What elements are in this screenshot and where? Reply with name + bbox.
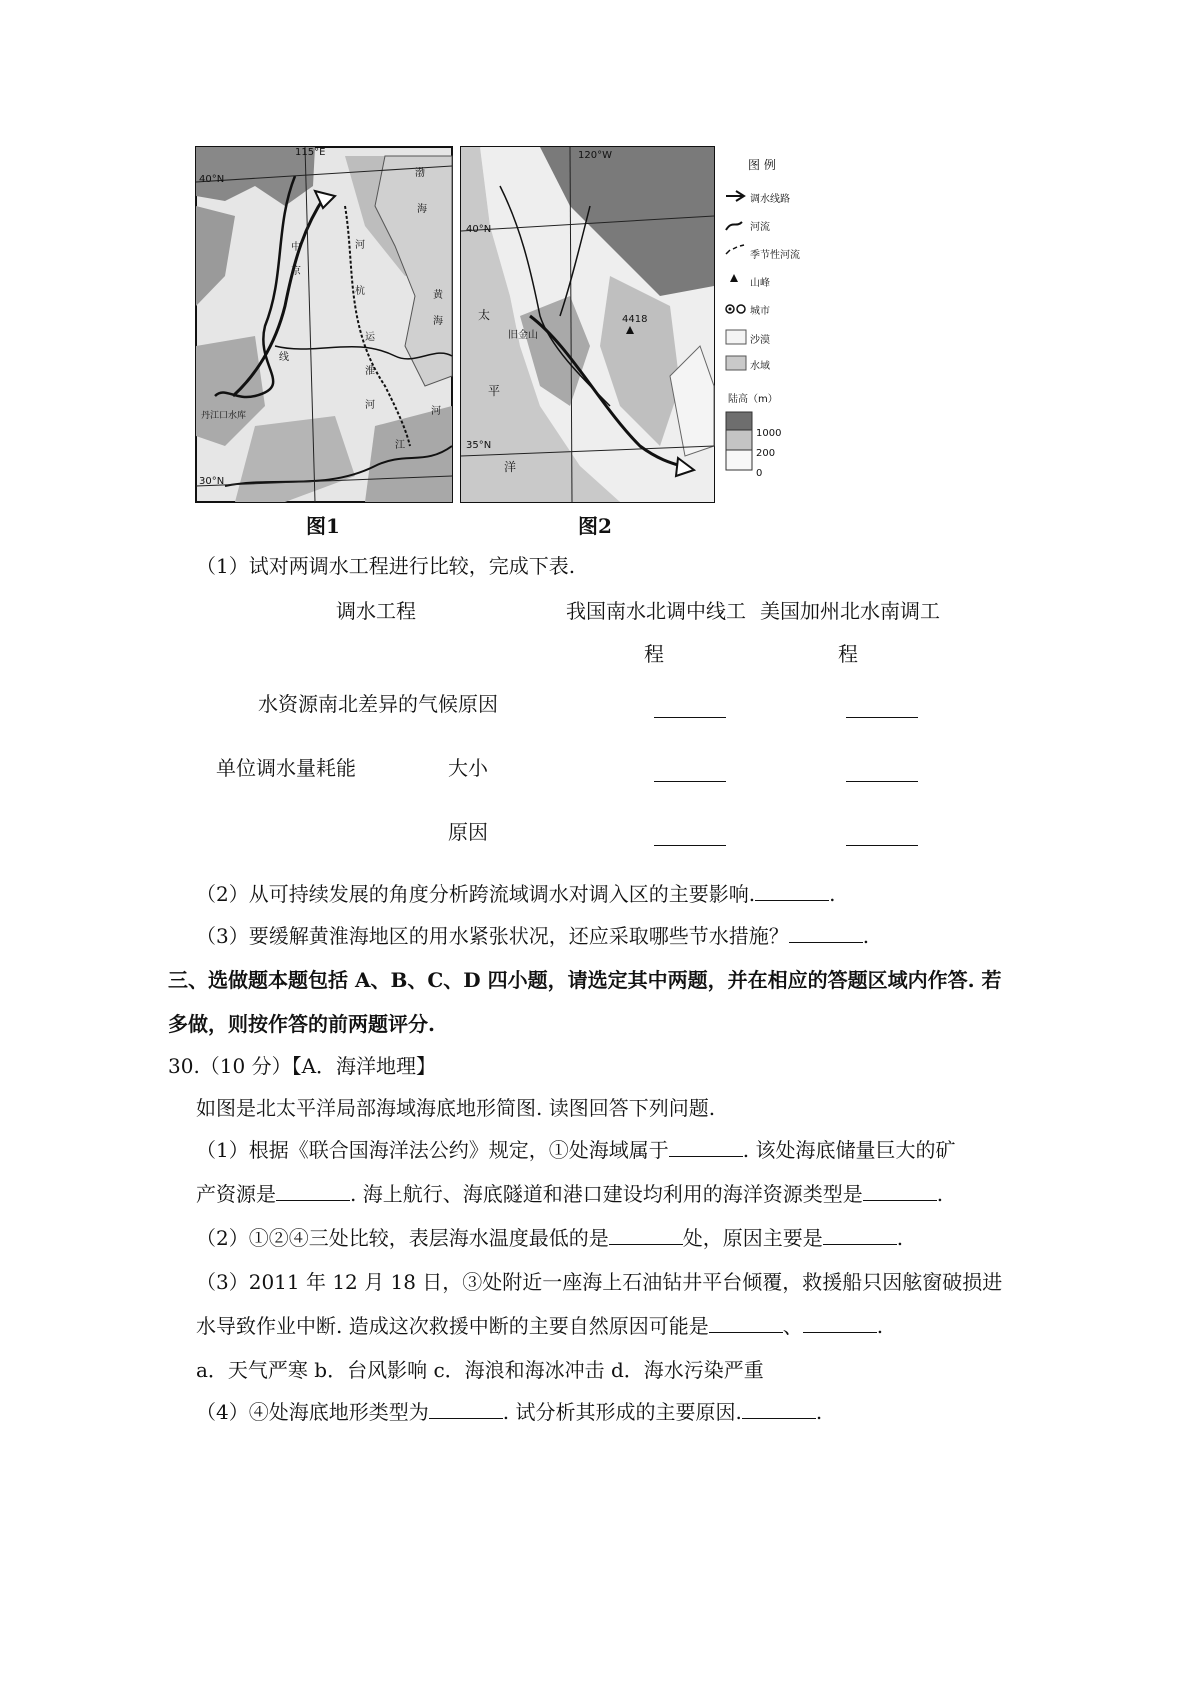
fig1-lon-label: 115°E: [295, 147, 326, 158]
legend-item: 调水线路: [750, 194, 790, 205]
table-row-energy-label: 单位调水量耗能: [216, 756, 356, 780]
fig1-lat-top-label: 40°N: [199, 174, 225, 185]
period: .: [936, 1182, 944, 1206]
answer-blank[interactable]: [803, 1312, 877, 1333]
fig2-peak-label: 4418: [622, 314, 648, 325]
legend-item: 山峰: [750, 278, 770, 289]
figure-2-caption: 图2: [578, 514, 612, 538]
answer-blank[interactable]: [846, 844, 918, 846]
q30-p1-text: 产资源是: [196, 1182, 276, 1206]
answer-blank[interactable]: [654, 844, 726, 846]
question-30-part1-line1: [196, 1136, 955, 1164]
fig1-label: 渤: [415, 168, 425, 179]
question-3-text: （3）要缓解黄淮海地区的用水紧张状况，还应采取哪些节水措施？: [196, 924, 789, 948]
answer-blank[interactable]: [823, 1224, 897, 1245]
fig1-label: 河: [431, 406, 441, 417]
fig2-lon-label: 120°W: [578, 150, 612, 161]
table-sub-size-label: 大小: [448, 756, 488, 780]
question-30-part3-line2: [196, 1312, 883, 1340]
separator: 、: [782, 1314, 803, 1338]
answer-blank[interactable]: [846, 780, 918, 782]
table-header-usa-line1: 美国加州北水南调工: [760, 599, 940, 623]
question-3: [196, 922, 869, 950]
period: .: [896, 1226, 904, 1250]
period: .: [829, 882, 836, 906]
fig1-label: 杭: [355, 286, 365, 297]
answer-blank[interactable]: [669, 1136, 743, 1157]
legend-elev-title: 陆高（m）: [728, 394, 778, 405]
fig1-label: 海: [433, 316, 443, 327]
fig1-label: 淮: [365, 366, 375, 377]
period: .: [815, 1400, 823, 1424]
figure-2-svg: [460, 146, 715, 503]
table-header-usa-line2: 程: [838, 642, 858, 666]
answer-blank[interactable]: [846, 716, 918, 718]
question-30-intro: 如图是北太平洋局部海域海底地形简图. 读图回答下列问题.: [196, 1096, 716, 1120]
legend-item: 沙漠: [750, 335, 770, 346]
answer-blank[interactable]: [709, 1312, 783, 1333]
answer-blank[interactable]: [609, 1224, 683, 1245]
question-30-part4: [196, 1398, 822, 1426]
fig2-ocean-label: 平: [488, 384, 501, 398]
table-header-china-line1: 我国南水北调中线工: [566, 599, 746, 623]
question-30-part1-line2: [196, 1180, 943, 1208]
table-header-china-line2: 程: [644, 642, 664, 666]
figure-1-caption: 图1: [306, 514, 340, 538]
map-legend: [722, 150, 832, 490]
fig1-label: 黄: [433, 290, 443, 301]
fig1-label: 江: [395, 440, 405, 451]
legend-elev-value: 200: [756, 448, 776, 459]
fig1-label: 丹江口水库: [201, 411, 247, 421]
fig2-lat-top-label: 40°N: [466, 224, 492, 235]
figure-1-svg: [195, 146, 453, 503]
q30-p2-text: （2）①②④三处比较，表层海水温度最低的是: [196, 1226, 609, 1250]
answer-blank[interactable]: [276, 1180, 350, 1201]
figure-2-map: [460, 146, 715, 503]
answer-blank[interactable]: [863, 1180, 937, 1201]
question-1-text: （1）试对两调水工程进行比较，完成下表.: [196, 554, 576, 578]
fig1-label: 河: [365, 400, 375, 411]
legend-item: 水域: [750, 361, 770, 372]
fig2-lat-bottom-label: 35°N: [466, 440, 492, 451]
fig2-city-label: 旧金山: [508, 330, 538, 341]
q30-p1-text: . 该处海底储量巨大的矿: [742, 1138, 956, 1162]
q30-p4-text: （4）④处海底地形类型为: [196, 1400, 429, 1424]
answer-blank[interactable]: [654, 716, 726, 718]
question-30-head: 30.（10 分）【A．海洋地理】: [168, 1054, 437, 1078]
legend-elev-value: 1000: [756, 428, 782, 439]
question-2: [196, 880, 835, 908]
period: .: [862, 924, 870, 948]
fig1-label: 河: [355, 240, 365, 251]
figure-1-map: [195, 146, 453, 503]
q30-p2-text: 处，原因主要是: [682, 1226, 823, 1250]
answer-blank[interactable]: [429, 1398, 503, 1419]
question-2-text: （2）从可持续发展的角度分析跨流域调水对调入区的主要影响.: [196, 882, 756, 906]
question-30-part3-line1: （3）2011 年 12 月 18 日，③处附近一座海上石油钻井平台倾覆，救援船只因舷窗破损进: [196, 1270, 1003, 1294]
fig1-label: 海: [417, 204, 427, 215]
question-30-part2: [196, 1224, 903, 1252]
period: .: [876, 1314, 884, 1338]
q30-p3-text: 水导致作业中断. 造成这次救援中断的主要自然原因可能是: [196, 1314, 709, 1338]
question-30-options: a．天气严寒 b．台风影响 c．海浪和海冰冲击 d．海水污染严重: [196, 1358, 764, 1382]
answer-blank[interactable]: [654, 780, 726, 782]
legend-item: 河流: [750, 222, 770, 233]
fig1-label: 京: [291, 266, 301, 277]
table-row-climate-label: 水资源南北差异的气候原因: [258, 692, 498, 716]
legend-item: 季节性河流: [750, 250, 800, 261]
q30-p1-text: . 海上航行、海底隧道和港口建设均利用的海洋资源类型是: [350, 1182, 863, 1206]
legend-item: 城市: [750, 306, 770, 317]
legend-title: 图 例: [748, 158, 776, 172]
section-3-heading-line2: 多做，则按作答的前两题评分.: [168, 1012, 435, 1036]
fig2-ocean-label: 洋: [504, 460, 517, 474]
answer-blank[interactable]: [742, 1398, 816, 1419]
fig1-label: 线: [279, 352, 289, 363]
answer-blank[interactable]: [755, 880, 829, 901]
q30-p4-text: . 试分析其形成的主要原因.: [502, 1400, 742, 1424]
table-sub-reason-label: 原因: [448, 820, 488, 844]
fig1-label: 运: [365, 332, 375, 343]
q30-p1-text: （1）根据《联合国海洋法公约》规定，①处海域属于: [196, 1138, 669, 1162]
fig1-lat-bottom-label: 30°N: [199, 476, 225, 487]
fig2-ocean-label: 太: [478, 308, 491, 322]
answer-blank[interactable]: [789, 922, 863, 943]
section-3-heading-line1: 三、选做题本题包括 A、B、C、D 四小题，请选定其中两题，并在相应的答题区域内作答. 若: [168, 968, 1002, 992]
table-header-project: 调水工程: [336, 599, 416, 623]
fig1-label: 中: [291, 242, 301, 253]
legend-elev-value: 0: [756, 468, 763, 479]
